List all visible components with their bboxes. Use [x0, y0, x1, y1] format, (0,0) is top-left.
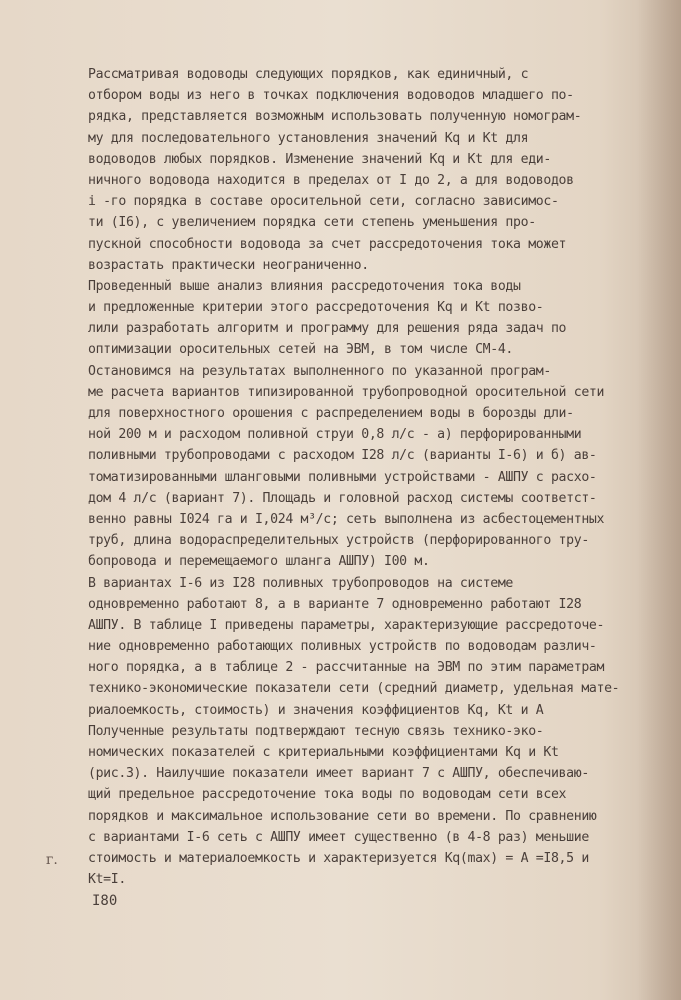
text-line: порядков и максимальное использование сети во времени. По сравнению — [88, 808, 597, 824]
text-line: водоводов любых порядков. Изменение значений Kq и Kt для еди- — [88, 151, 551, 167]
text-line: с вариантами I-6 сеть с АШПУ имеет существенно (в 4-8 раз) меньшие — [88, 829, 589, 845]
page-number: I80 — [92, 893, 118, 909]
text-line: лили разработать алгоритм и программу для решения ряда задач по — [88, 321, 567, 337]
text-line: томатизированными шланговыми поливными устройствами - АШПУ с расхо- — [88, 469, 597, 485]
text-line: риалоемкость, стоимость) и значения коэффициентов Kq, Kt и A — [88, 702, 544, 718]
text-line: стоимость и материалоемкость и характеризуется Kq(max) = A =I8,5 и — [88, 850, 589, 866]
text-line: Kt=I. — [88, 872, 126, 888]
text-line: i -го порядка в составе оросительной сети, согласно зависимос- — [88, 194, 559, 210]
text-line: ме расчета вариантов типизированной трубопроводной оросительной сети — [88, 384, 605, 400]
paragraph — [88, 276, 666, 361]
text-line: АШПУ. В таблице I приведены параметры, характеризующие рассредоточе- — [88, 617, 605, 633]
text-line: Остановимся на результатах выполненного по указанной програм- — [88, 363, 551, 379]
text-line: оптимизации оросительных сетей на ЭВМ, в том числе СМ-4. — [88, 342, 514, 358]
text-line: (рис.3). Наилучшие показатели имеет вариант 7 с АШПУ, обеспечиваю- — [88, 766, 589, 782]
text-line: для поверхностного орошения с распределением воды в борозды дли- — [88, 406, 574, 421]
text-line: му для последовательного установления значений Kq и Kt для — [88, 130, 529, 146]
text-line: номических показателей с критериальными коэффициентами Kq и Kt — [88, 745, 559, 760]
margin-pencil-mark: г. — [46, 852, 58, 868]
paragraph — [88, 721, 666, 891]
text-line: одновременно работают 8, а в варианте 7 одновременно работают I28 — [88, 596, 582, 612]
text-line: ной 200 м и расходом поливной струи 0,8 л/с - а) перфорированными — [88, 427, 582, 443]
text-line: дом 4 л/с (вариант 7). Площадь и головной расход системы соответст- — [88, 490, 597, 506]
text-line: пускной способности водовода за счет рассредоточения тока может — [88, 236, 567, 252]
text-line: технико-экономические показатели сети (средний диаметр, удельная мате- — [88, 681, 620, 697]
text-line: отбором воды из него в точках подключения водоводов младшего по- — [88, 88, 574, 104]
text-line: возрастать практически неограниченно. — [88, 257, 369, 273]
text-line: венно равны I024 га и I,024 м³/с; сеть выполнена из асбестоцементных — [88, 511, 605, 527]
text-line: и предложенные критерии этого рассредоточения Kq и Kt позво- — [88, 300, 544, 316]
text-line: Рассматривая водоводы следующих порядков, как единичный, с — [88, 67, 529, 82]
text-line: ничного водовода находится в пределах от I до 2, а для водоводов — [88, 172, 574, 188]
text-line: труб, длина водораспределительных устройств (перфорированного тру- — [88, 533, 589, 549]
text-line: Проведенный выше анализ влияния рассредоточения тока воды — [88, 278, 521, 294]
text-line: Полученные результаты подтверждают тесную связь технико-эко- — [88, 723, 544, 739]
text-line: ти (I6), с увеличением порядка сети степень уменьшения про- — [88, 215, 536, 231]
text-line: ного порядка, а в таблице 2 - рассчитанные на ЭВМ по этим параметрам — [88, 660, 605, 676]
paragraph — [88, 64, 666, 276]
body-text — [88, 64, 666, 890]
text-line: рядка, представляется возможным использовать полученную номограм- — [88, 109, 582, 125]
text-line: поливными трубопроводами с расходом I28 л/с (варианты I-6) и б) ав- — [88, 448, 597, 464]
text-line: В вариантах I-6 из I28 поливных трубопроводов на системе — [88, 575, 514, 591]
text-line: щий предельное рассредоточение тока воды по водоводам сети всех — [88, 787, 567, 803]
paragraph — [88, 573, 666, 721]
paragraph — [88, 361, 666, 573]
text-line: ние одновременно работающих поливных устройств по водоводам различ- — [88, 639, 597, 655]
text-line: бопровода и перемещаемого шланга АШПУ) I00 м. — [88, 554, 430, 570]
